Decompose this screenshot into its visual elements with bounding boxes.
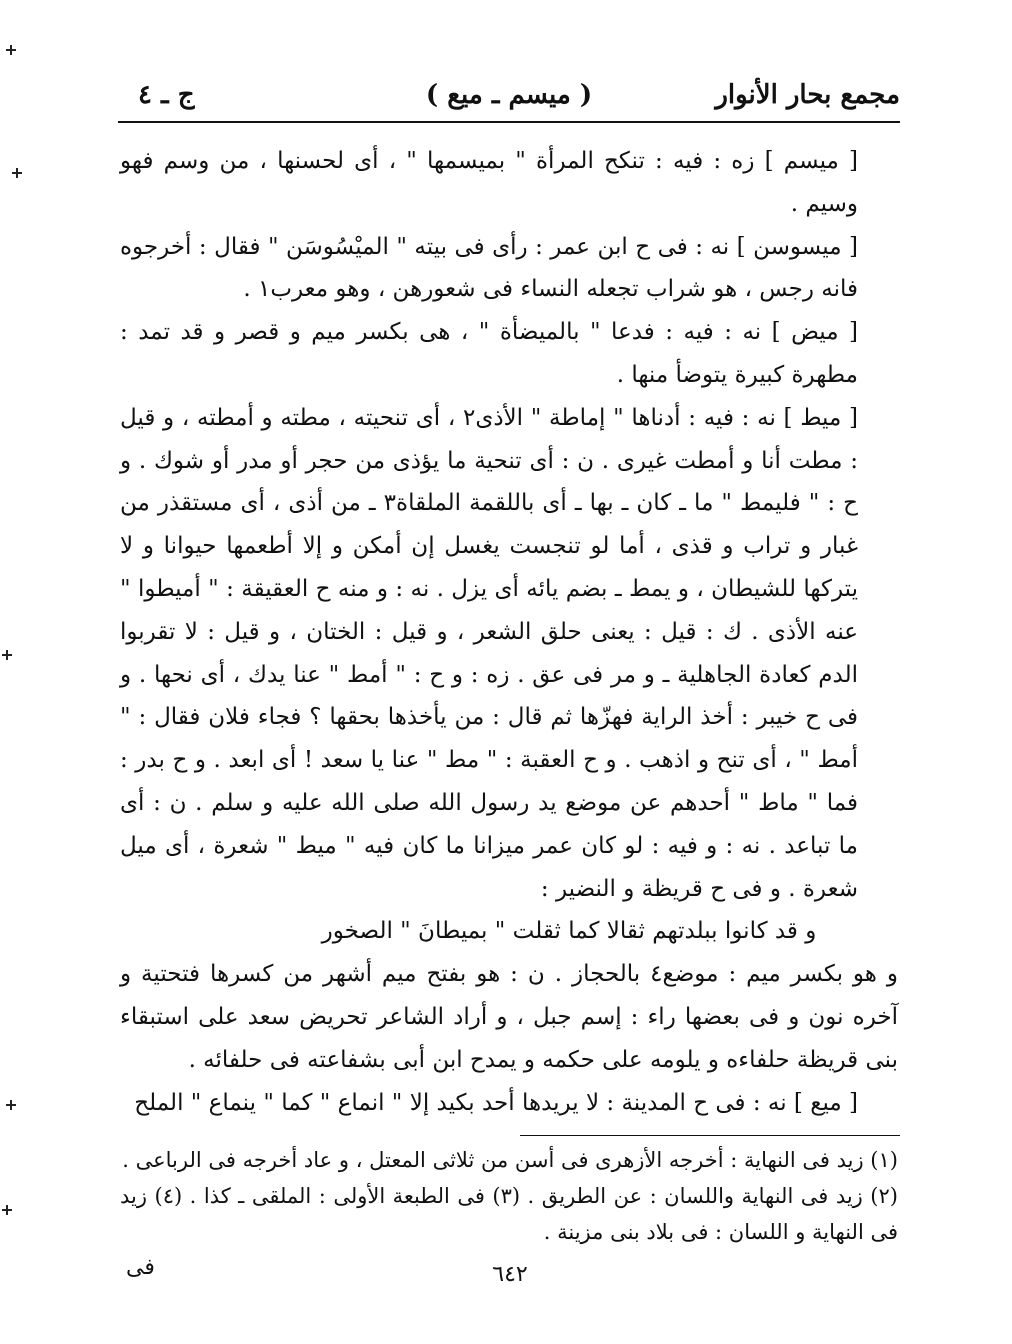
footnotes xyxy=(120,1142,898,1250)
header-rule xyxy=(118,121,900,123)
main-text xyxy=(120,140,898,1124)
book-title: مجمع بحار الأنوار xyxy=(715,80,900,110)
registration-mark-icon xyxy=(12,168,22,178)
registration-mark-icon xyxy=(2,650,12,660)
entry-maysam: [ ميسم ] زه : فيه : تنكح المرأة " بميسمها " ، أى لحسنها ، من وسم فهو وسيم . xyxy=(120,148,858,217)
footnote-1: (١) زيد فى النهاية : أخرجه الأزهرى فى أسن من ثلاثى المعتل ، و عاد أخرجه فى الرباعى . xyxy=(122,1148,898,1172)
entry-range: ( ميسم ـ ميع ) xyxy=(425,80,593,110)
entry-continuation: و هو بكسر ميم : موضع٤ بالحجاز . ن : هو بفتح ميم أشهر من كسرها فتحتية و آخره نون و فى بعضها راء : إسم جبل ، و أراد الشاعر تحريض سعد على استبقاء بنى قريظة حلفاءه و يلومه على حكمه و يمدح ابن أبى بشفاعته فى حلفائه . xyxy=(120,961,898,1073)
poetry-verse: و قد كانوا ببلدتهم ثقالا كما ثقلت " بميطانَ " الصخور xyxy=(321,918,817,945)
entry-maysusan: [ ميسوسن ] نه : فى ح ابن عمر : رأى فى بيته " الميْسُوسَن " فقال : أخرجوه فانه رجس ، هو شراب تجعله النساء فى شعورهن ، وهو معرب١ . xyxy=(120,233,858,303)
catchword: فى xyxy=(126,1255,155,1280)
footnote-rule xyxy=(520,1135,900,1136)
registration-mark-icon xyxy=(6,45,16,55)
page-number: ٦٤٢ xyxy=(492,1262,528,1287)
registration-mark-icon xyxy=(6,1100,16,1110)
entry-mayd: [ ميض ] نه : فيه : فدعا " بالميضأة " ، هى بكسر ميم و قصر و قد تمد : مطهرة كبيرة يتوضأ منها . xyxy=(120,319,858,388)
entry-mayt: [ ميط ] نه : فيه : أدناها " إماطة " الأذى٢ ، أى تنحيته ، مطته و أمطته ، و قيل : مطت أنا و أمطت غيرى . ن : أى تنحية ما يؤذى من حجر أو مدر أو شوك . و ح : " فليمط " ما ـ كان ـ بها ـ أى باللقمة الملقاة٣ ـ من أذى ، أى مستقذر من غبار و تراب و قذى ، أما لو تنجست يغسل إن أمكن و إلا أطعمها حيوانا و لا يتركها للشيطان ، و يمط ـ بضم يائه أى يزل . نه : و منه ح العقيقة : " أميطوا " عنه الأذى . ك : قيل : يعنى حلق الشعر ، و قيل : الختان ، و قيل : لا تقربوا الدم كعادة الجاهلية ـ و مر فى عق . زه : و ح : " أمط " عنا يدك ، أى نحها . و فى ح خيبر : أخذ الراية فهزّها ثم قال : من يأخذها بحقها ؟ فجاء فلان فقال : " أمط " ، أى تنح و اذهب . و ح العقبة : " مط " عنا يا سعد ! أى ابعد . و ح بدر : فما " ماط " أحدهم عن موضع يد رسول الله صلى الله عليه و سلم . ن : أى ما تباعد . نه : و فيه : لو كان عمر ميزانا ما كان فيه " ميط " شعرة ، أى ميل شعرة . و فى ح قريظة و النضير : xyxy=(120,404,858,902)
footnote-2: (٢) زيد فى النهاية واللسان : عن الطريق . (٣) فى الطبعة الأولى : الملقى ـ كذا . (٤) زيد فى النهاية و اللسان : فى بلاد بنى مزينة . xyxy=(120,1184,898,1244)
volume-number: ج ـ ٤ xyxy=(138,80,195,110)
entry-may: [ ميع ] نه : فى ح المدينة : لا يريدها أحد بكيد إلا " انماع " كما " ينماع " الملح xyxy=(134,1089,858,1116)
running-header xyxy=(118,80,900,120)
registration-mark-icon xyxy=(2,1205,12,1215)
